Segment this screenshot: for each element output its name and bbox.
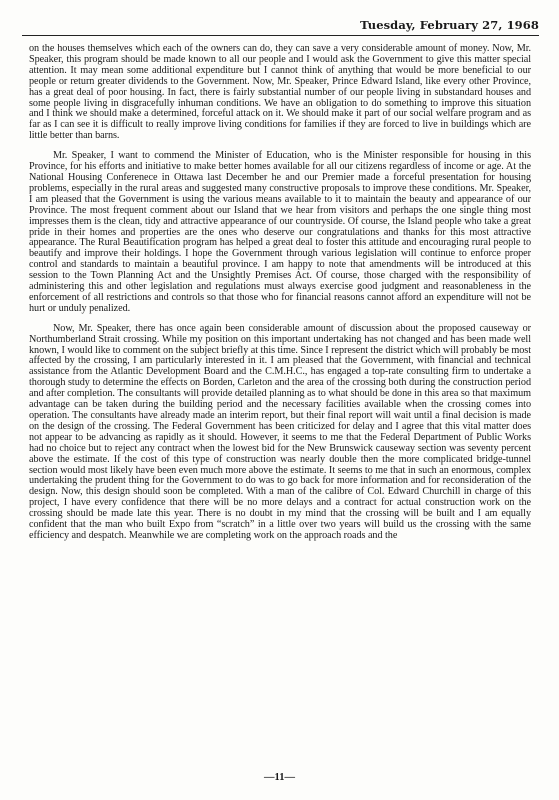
paragraph-housing-continued: on the houses themselves which each of the owners can do, they can save a very considerable amount of money. Now, Mr. Speaker, this program should be made known to all our people and I would ask the Government to give this matter special attention. It may mean some additional expenditure but I cannot think of anything that would be more beneficial to our people or return greater dividends to the Government. Now, Mr. Speaker, Prince Edward Island, like every other Province, has a great deal of poor housing. In fact, there is fairly substantial number of our people living in substandard houses and some people living in disgracefully inhuman conditions. We have an obligation to do something to improve this situation and I think we should make a determined, forceful attack on it. We should make it part of our social welfare program and as far as I can see it is difficult to really improve living conditions for families if they are forced to live in buildings which are little better than barns. bbox=[29, 43, 531, 142]
paragraph-strait-crossing: Now, Mr. Speaker, there has once again been considerable amount of discussion about the proposed causeway or Northumberland Strait crossing. While my position on this important undertaking has not changed and has been made well known, I would like to comment on the subject briefly at this time. Since I represent the district which will probably be most affected by the crossing, I am particularly interested in it. I am pleased that the Government, with financial and technical assistance from the Atlantic Development Board and the C.M.H.C., has engaged a top-rate consulting firm to undertake a thorough study to determine the effects on Borden, Carleton and the area of the crossing both during the construction period and after completion. The consultants will provide detailed planning as to what should be done in this area so that maximum advantage can be taken during the building period and the necessary facilities available when the crossing comes into operation. The consultants have already made an interim report, but their final report will wait until a final decision is made on the design of the crossing. The Federal Government has been criticized for delay and I agree that this vital matter does not appear to be advancing as rapidly as it should. However, it seems to me that the Federal Department of Public Works had no choice but to reject any contract when the lowest bid for the New Brunswick causeway section was seventy percent above the estimate. If the cost of this type of construction was nearly double then the more complicated bridge-tunnel section would most likely have been even much more above the estimate. It seems to me that in such an enormous, complex undertaking the prudent thing for the Government to do was to go back for more information and for reconsideration of the design. Now, this design should soon be completed. With a man of the calibre of Col. Edward Churchill in charge of this project, I have every confidence that there will be no more delays and a contract for actual construction work on the crossing should be made late this year. There is no doubt in my mind that the crossing will be built and I am equally confident that the man who built Expo from “scratch” in a little over two years will build us the crossing with the same efficiency and despatch. Meanwhile we are completing work on the approach roads and the bbox=[29, 322, 531, 541]
paragraph-minister-commendation: Mr. Speaker, I want to commend the Minister of Education, who is the Minister responsible for housing in this Province, for his efforts and initiative to make better homes available for all our citizens regardless of income or age. At the National Housing Conferenece in Ottawa last December he and our Premier made a forceful presentation for housing problems, especially in the rural areas and suggested many constructive proposals to improve these conditions. Mr. Speaker, I am pleased that the Government is using the various means available to it to maintain the beauty and appearance of our Province. The most frequent comment about our Island that we hear from visitors and perhaps the one single thing most impresses them is the clean, tidy and attractive appearance of our countryside. Of course, the Island people who take a great pride in their homes and properties are the ones who deserve our congratulations and thanks for this most attractive appearance. The Rural Beautification program has helped a great deal to foster this attitude and encouraging rural people to beautify and improve their holdings. I hope the Government through various legislation will continue to enforce proper control and standards to maintain a beautiful province. I am happy to note that amendments will be introduced at this session to the Town Planning Act and the Unsightly Premises Act. Of course, those charged with the responsibility of administering this and other legislation and regulations must always exercise good judgment and reasonableness in the enforcement of all restrictions and controls so that those who for financial reasons cannot afford an expenditure will not be hurt or unduly penalized. bbox=[29, 150, 531, 314]
document-body bbox=[29, 44, 531, 551]
running-header bbox=[22, 18, 539, 36]
header-date: Tuesday, February 27, 1968 bbox=[360, 18, 539, 32]
page-number: —11— bbox=[264, 772, 295, 783]
